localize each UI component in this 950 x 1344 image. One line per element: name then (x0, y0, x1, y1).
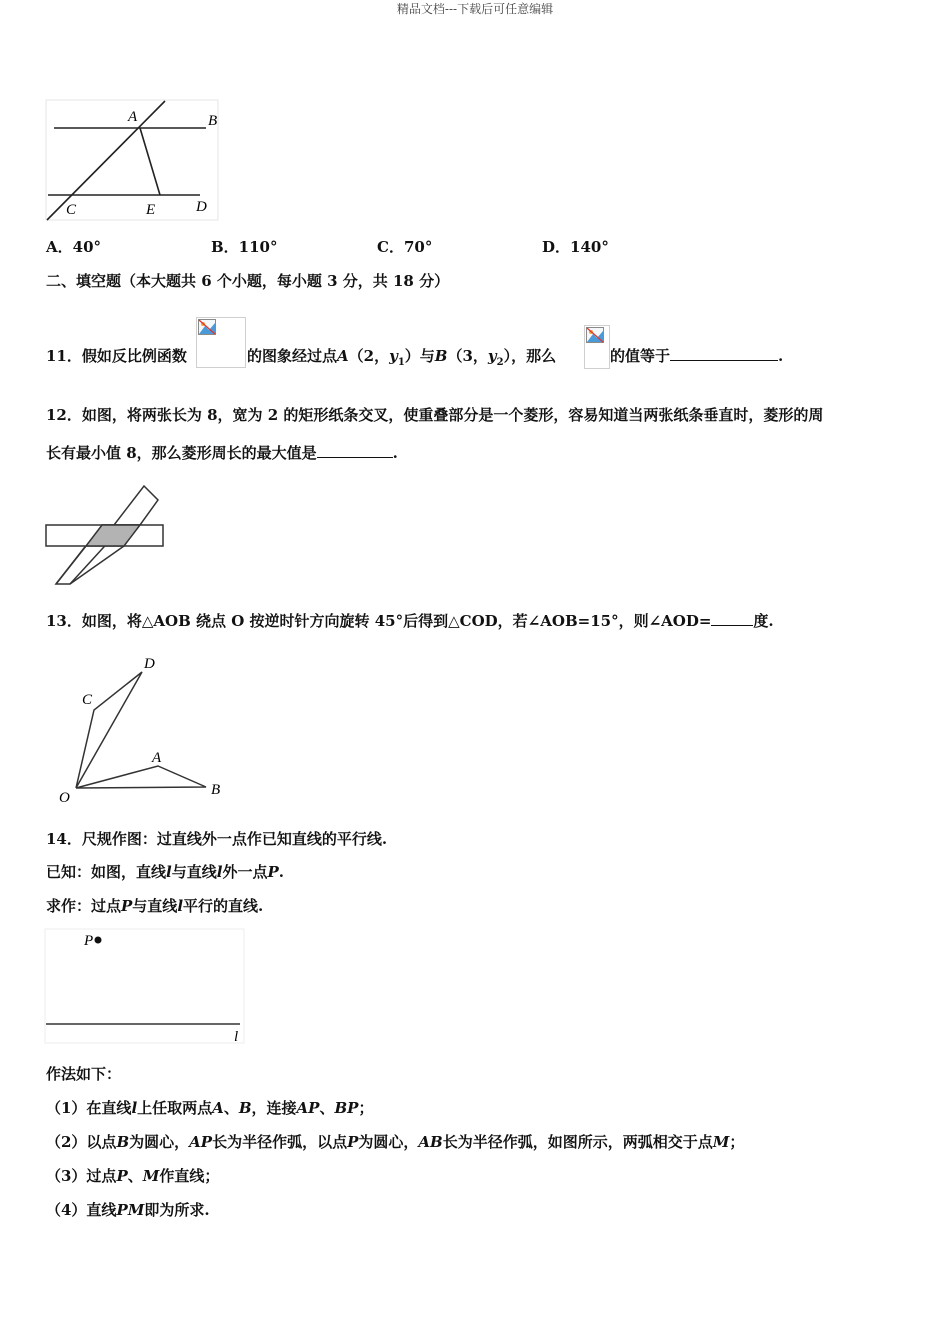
question-14-task (46, 895, 263, 916)
q11-text-c: 的值等于 (610, 347, 671, 365)
q11-y1: y (389, 347, 398, 365)
question-11-start: 11．假如反比例函数 (46, 347, 187, 365)
choice-b[interactable]: B．110° (211, 238, 278, 256)
point-label-d: D (196, 199, 207, 215)
broken-image-icon (198, 319, 216, 335)
q14-line-l: l (177, 897, 184, 915)
s1-f: ； (358, 1099, 374, 1117)
question-14-given (46, 861, 284, 882)
answer-blank-13[interactable] (711, 611, 753, 626)
q11-point-a: A (337, 347, 349, 365)
s1-l: l (131, 1099, 138, 1117)
s1-AP: AP (296, 1099, 320, 1117)
q11-coord-a-close: ）与 (404, 347, 435, 365)
s4-b: 即为所求. (144, 1201, 210, 1219)
s2-a: （2）以点 (46, 1133, 117, 1151)
point-and-line-figure (44, 928, 246, 1046)
q11-coord-a-open: （2， (348, 347, 390, 365)
method-step-3 (46, 1165, 219, 1186)
q14-task-a: 求作：过点 (46, 897, 122, 915)
broken-image-icon (586, 327, 604, 343)
function-formula-image (196, 317, 246, 368)
point-label-c: C (66, 202, 77, 218)
point-label-a: A (128, 109, 138, 125)
s2-d: 为圆心， (358, 1133, 419, 1151)
q14-given-a: 已知：如图，直线 (46, 863, 167, 881)
q14-point-p: P (267, 863, 279, 881)
q11-text-a: 的图象经过点 (247, 347, 338, 365)
s3-M: M (142, 1167, 160, 1185)
q12-end: . (392, 444, 398, 462)
s1-a: （1）在直线 (46, 1099, 132, 1117)
q11-end: . (778, 347, 784, 365)
q11-coord-b-open: （3， (447, 347, 488, 365)
choice-c[interactable]: C．70° (377, 238, 433, 256)
q11-sub2: 2 (496, 357, 504, 368)
section-title: 二、填空题（本大题共 6 个小题，每小题 3 分，共 18 分） (46, 272, 450, 290)
q11-sub1: 1 (397, 357, 405, 368)
line-label-l: l (234, 1029, 239, 1045)
answer-blank-11[interactable] (670, 346, 778, 361)
s3-b: 、 (127, 1167, 143, 1185)
q14-line-l: l (216, 863, 223, 881)
s1-BP: BP (334, 1099, 359, 1117)
s2-M: M (712, 1133, 730, 1151)
s2-AP: AP (189, 1133, 213, 1151)
question-11-text (247, 345, 556, 368)
s1-B: B (238, 1099, 252, 1117)
s1-b: 上任取两点 (137, 1099, 213, 1117)
s3-c: 作直线； (159, 1167, 220, 1185)
q13-end: 度. (753, 612, 774, 630)
q14-line-l: l (166, 863, 172, 881)
q11-coord-b-close: ），那么 (503, 347, 557, 365)
s1-A: A (212, 1099, 224, 1117)
s2-e: 长为半径作弧，如图所示，两弧相交于点 (442, 1133, 713, 1151)
s2-P: P (347, 1133, 359, 1151)
point-label-d: D (144, 656, 155, 672)
point-p-dot (95, 937, 102, 944)
question-12-line2 (46, 442, 398, 463)
s2-B: B (116, 1133, 130, 1151)
point-label-o: O (59, 790, 70, 806)
s4-a: （4）直线 (46, 1201, 117, 1219)
crossed-strips-figure (44, 484, 168, 588)
s1-c: 、 (223, 1099, 239, 1117)
q11-y2: y (487, 347, 497, 365)
q14-given-b: 与直线 (171, 863, 217, 881)
q14-task-b: 与直线 (132, 897, 178, 915)
s2-b: 为圆心， (129, 1133, 190, 1151)
s1-d: ，连接 (251, 1099, 297, 1117)
q11-point-b: B (434, 347, 448, 365)
page-header: 精品文档---下载后可任意编辑 (396, 2, 554, 16)
point-label-b: B (208, 113, 218, 129)
point-label-a: A (152, 750, 162, 766)
choice-d[interactable]: D．140° (542, 238, 609, 256)
q13-text: 13．如图，将△AOB 绕点 O 按逆时针方向旋转 45°后得到△COD，若∠AOB=15°，则∠AOD= (46, 612, 712, 630)
point-label-b: B (211, 782, 221, 798)
parallel-lines-figure (44, 98, 224, 224)
question-11-end (610, 345, 783, 366)
q14-task-c: 平行的直线. (183, 897, 264, 915)
answer-blank-12[interactable] (317, 443, 393, 458)
s1-e: 、 (319, 1099, 335, 1117)
s2-f: ； (729, 1133, 745, 1151)
s3-a: （3）过点 (46, 1167, 117, 1185)
q14-point-p: P (121, 897, 133, 915)
question-14-line1: 14．尺规作图：过直线外一点作已知直线的平行线. (46, 830, 388, 848)
rotated-triangle-figure (54, 652, 229, 806)
s2-AB: AB (418, 1133, 443, 1151)
point-label-c: C (82, 692, 93, 708)
s2-c: 长为半径作弧，以点 (212, 1133, 348, 1151)
method-step-1 (46, 1097, 373, 1118)
q12-text: 长有最小值 8，那么菱形周长的最大值是 (46, 444, 317, 462)
question-13 (46, 610, 774, 631)
expression-image (584, 325, 610, 369)
q14-given-d: . (278, 863, 284, 881)
point-label-p: P (84, 933, 94, 949)
s3-P: P (116, 1167, 128, 1185)
q14-given-c: 外一点 (222, 863, 268, 881)
question-12-line1: 12．如图，将两张长为 8，宽为 2 的矩形纸条交叉，使重叠部分是一个菱形，容易知道当两张纸条垂直时，菱形的周 (46, 406, 824, 424)
point-label-e: E (146, 202, 156, 218)
method-step-2 (46, 1131, 744, 1152)
method-title: 作法如下： (46, 1065, 122, 1083)
method-step-4 (46, 1199, 210, 1220)
choice-a[interactable]: A．40° (46, 238, 102, 256)
s4-PM: PM (116, 1201, 145, 1219)
